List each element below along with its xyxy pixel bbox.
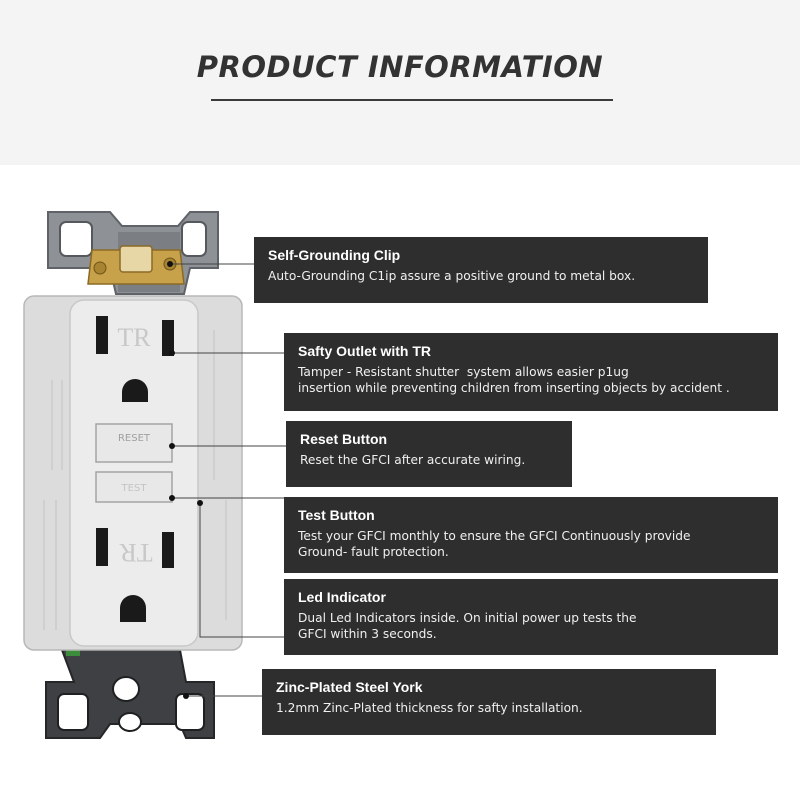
tr-mark-upper: TR [117, 323, 151, 352]
feature-test-button [284, 497, 778, 573]
feature-safety-outlet-tr [284, 333, 778, 411]
reset-label: RESET [117, 433, 151, 444]
feature-description: 1.2mm Zinc-Plated thickness for safty installation. [276, 701, 583, 715]
feature-title: Zinc-Plated Steel York [276, 679, 423, 695]
feature-title: Safty Outlet with TR [298, 343, 431, 359]
tr-mark-lower: TR [119, 538, 153, 567]
feature-zinc-plated-york [262, 669, 716, 735]
test-button[interactable] [96, 472, 172, 502]
feature-title: Led Indicator [298, 589, 386, 605]
feature-self-grounding-clip [254, 237, 708, 303]
feature-title: Test Button [298, 507, 375, 523]
feature-description: Auto-Grounding C1ip assure a positive ground to metal box. [268, 269, 636, 283]
bottom-mounting-strap [46, 646, 214, 738]
feature-description: Tamper - Resistant shutter system allows easier p1ug insertion while preventing children from inserting objects by accident . [298, 365, 730, 395]
feature-title: Self-Grounding Clip [268, 247, 401, 263]
feature-description: Reset the GFCI after accurate wiring. [300, 453, 526, 467]
page-title: PRODUCT INFORMATION [196, 50, 604, 84]
feature-title: Reset Button [300, 431, 388, 447]
reset-button[interactable] [96, 424, 172, 462]
feature-led-indicator [284, 579, 778, 655]
feature-description: Dual Led Indicators inside. On initial power up tests the GFCI within 3 seconds. [298, 611, 637, 641]
feature-reset-button [286, 421, 572, 487]
feature-description: Test your GFCI monthly to ensure the GFCI Continuously provide Ground- fault protection. [298, 529, 691, 559]
test-label: TEST [121, 483, 147, 494]
